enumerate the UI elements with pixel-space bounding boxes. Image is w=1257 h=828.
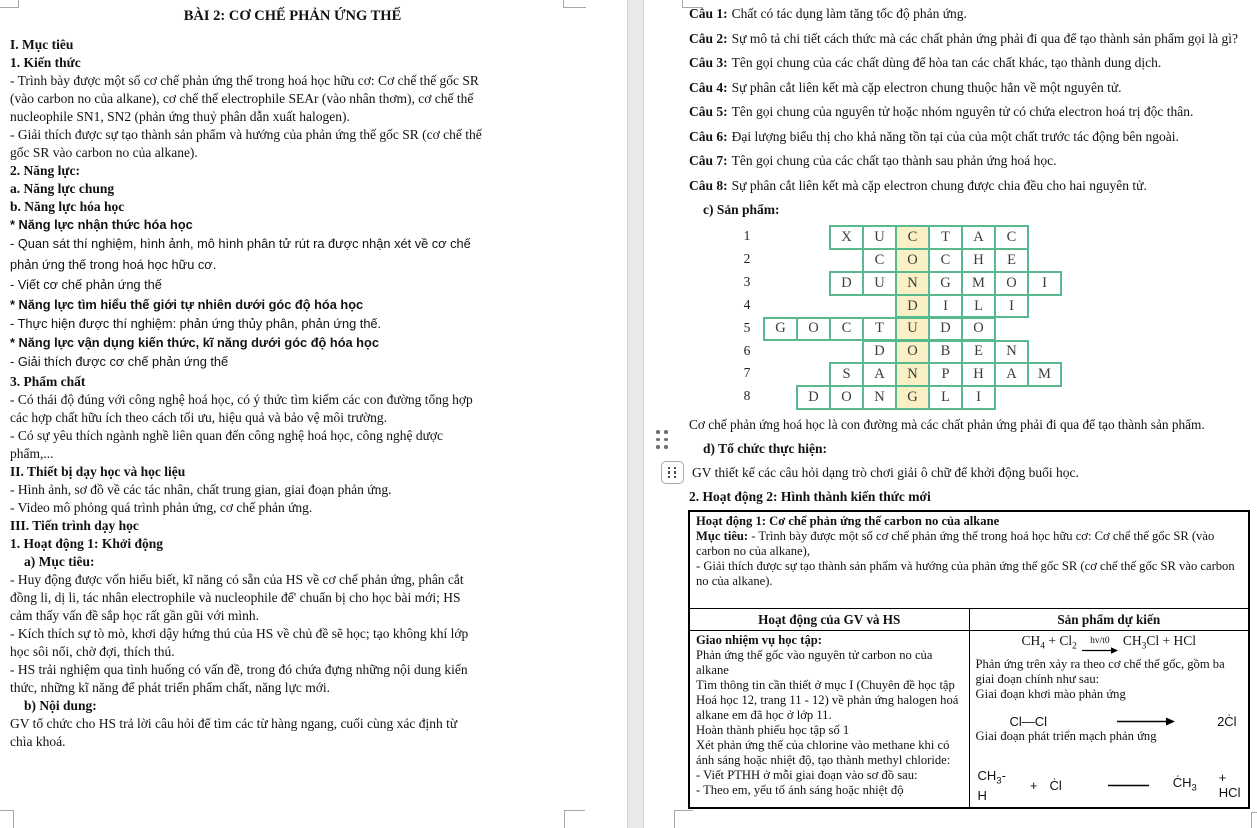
crossword-cell: N xyxy=(895,271,930,296)
crossword-cell: H xyxy=(961,248,996,273)
crossword-cell: P xyxy=(928,362,963,387)
crossword-row-number: 4 xyxy=(743,296,751,312)
crossword-cell: O xyxy=(895,340,930,365)
crossword-cell: E xyxy=(961,340,996,365)
text-block: - Kích thích sự tò mò, khơi dậy hứng thú của HS về chủ đề sẽ học; tạo không khí lớp học sôi nổi, chờ đợi, thích thú. xyxy=(10,625,469,659)
question-label: Câu 1: xyxy=(689,6,728,21)
table-title-row xyxy=(689,511,1249,609)
text-block: 2. Năng lực: xyxy=(10,163,80,178)
question-label: Câu 7: xyxy=(689,153,728,168)
left-page-blocks xyxy=(10,36,627,751)
crossword-cell: H xyxy=(961,362,996,387)
equation-rhs: $CH_3Cl$ + HCl xyxy=(1122,633,1197,652)
text-block: - Trình bày được một số cơ chế phản ứng thế trong hoá học hữu cơ: Cơ chế thế gốc SR (vào carbon no của alkane), cơ chế thế electrophile SEAr (vào nhân thơm), cơ chế thế nucleophile SN1, SN2 (phản ứng thuỷ phân dẫn xuất halogen). xyxy=(10,73,479,124)
propagation-formula: $CH_3-H$ + Ċl $ĊH_3$ + HCl xyxy=(977,767,1241,804)
crossword-cell: C xyxy=(862,248,897,273)
page-title: BÀI 2: CƠ CHẾ PHẢN ỨNG THẾ xyxy=(183,8,402,24)
crossword-cell: O xyxy=(994,271,1029,296)
text-block: a. Năng lực chung xyxy=(10,181,115,196)
question-text: Tên gọi chung của các chất tạo thành sau phản ứng hoá học. xyxy=(731,153,1057,168)
question-item xyxy=(689,30,1257,48)
crossword-cell: L xyxy=(928,385,963,410)
chemical-equation xyxy=(976,633,1243,655)
question-text: Đại lượng biểu thị cho khả năng tồn tại của của một chất trước tác động bên ngoài. xyxy=(731,128,1179,144)
text-block: III. Tiến trình dạy học xyxy=(10,517,139,533)
expected-products-cell: $CH_4 + Cl_2$ hv/t0 $CH_3Cl$ + HCl Phản ứng trên xảy ra theo cơ chế thế gốc, gồm ba giai đoạn chính như sau: Giai đoạn khơi mào phản ứng Cl—Cl 2Ċl Giai đoạn phát triển mạch phản ứng $CH_3-H$ + Ċl $ĊH_3$ + HCl xyxy=(969,631,1249,809)
question-text: Chất có tác dụng làm tăng tốc độ phản ứng. xyxy=(731,6,967,21)
crossword-row-number: 5 xyxy=(743,319,751,335)
crossword-cell: I xyxy=(1027,271,1062,296)
text-block: - Giải thích được cơ chế phản ứng thế xyxy=(10,354,229,369)
table-header-row xyxy=(689,609,1249,631)
text-boundary-mark xyxy=(674,810,693,828)
text-boundary-mark xyxy=(564,810,585,828)
crossword-cell: G xyxy=(763,317,798,342)
text-block: 1. Hoạt động 1: Khởi động xyxy=(10,535,164,551)
text-boundary-mark xyxy=(1251,812,1257,828)
question-text: Tên gọi chung của các chất dùng để hòa tan các chất khác, tạo thành dung dịch. xyxy=(731,55,1162,70)
question-list xyxy=(689,5,1257,194)
table-box-title: Hoạt động 1: Cơ chế phản ứng thế carbon no của alkane xyxy=(696,514,1000,528)
crossword-cell: O xyxy=(961,317,996,342)
question-item xyxy=(689,103,1257,121)
gv-hs-cell: Giao nhiệm vụ học tập: Phản ứng thế gốc vào nguyên tử carbon no của alkane Tìm thông tin cần thiết ở mục I (Chuyên đề học tập Hoá học 12, trang 11 - 12) về phản ứng halogen hoá alkane em đã học ở lớp 11. Hoàn thành phiếu học tập số 1 Xét phản ứng thế của chlorine vào methane khi có ánh sáng hoặc nhiệt độ, tạo thành methyl chloride: - Viết PTHH ở mỗi giai đoạn vào sơ đồ sau: - Theo em, yếu tố ánh sáng hoặc nhiệt độ xyxy=(689,631,969,809)
crossword-cell: I xyxy=(994,294,1029,319)
crossword-cell: X xyxy=(829,225,864,250)
question-text: Sự phân cắt liên kết mà cặp electron chung được chia đều cho hai nguyên tử. xyxy=(731,177,1147,193)
crossword-cell: O xyxy=(796,317,831,342)
question-text: Sự mô tả chi tiết cách thức mà các chất phản ứng phải đi qua để tạo thành sản phẩm gọi là gì? xyxy=(731,30,1238,46)
document-page-right xyxy=(643,0,1257,828)
question-label: Câu 2: xyxy=(689,30,728,46)
text-block: 3. Phẩm chất xyxy=(10,373,86,389)
crossword-cell: D xyxy=(862,340,897,365)
crossword-cell: U xyxy=(862,271,897,296)
question-item xyxy=(689,177,1257,195)
reaction-arrow-icon xyxy=(1108,780,1149,791)
col-header-left: Hoạt động của GV và HS xyxy=(689,609,969,631)
crossword-cell: M xyxy=(1027,362,1062,387)
crossword-cell: I xyxy=(928,294,963,319)
text-block: - Giải thích được sự tạo thành sản phẩm và hướng của phản ứng thế gốc SR (cơ chế thế gốc SR vào carbon no của alkane). xyxy=(10,127,482,160)
crossword-cell: N xyxy=(994,340,1029,365)
organization-heading: d) Tổ chức thực hiện: xyxy=(703,441,827,456)
text-block: I. Mục tiêu xyxy=(10,37,74,52)
text-block: - Có thái độ đúng với công nghệ hoá học, có ý thức tìm kiếm các con đường tổng hợp các hợp chất hữu ích theo cách tối ưu, hiệu quả và bảo vệ môi trường. xyxy=(10,391,473,425)
table-objective-2: - Giải thích được sự tạo thành sản phẩm và hướng của phản ứng thế gốc SR (cơ chế thế gốc SR vào carbon no của alkane). xyxy=(696,559,1235,588)
text-block: b) Nội dung: xyxy=(24,697,97,713)
question-label: Câu 3: xyxy=(689,55,728,70)
question-item xyxy=(689,5,1257,23)
text-block: - Quan sát thí nghiệm, hình ảnh, mô hình phân tử rút ra được nhận xét về cơ chế phản ứng thế trong hoá học hữu cơ. xyxy=(10,236,471,272)
text-block: - Có sự yêu thích ngành nghề liên quan đến công nghệ hoá học, công nghệ dược phẩm,... xyxy=(10,427,444,461)
question-item xyxy=(689,54,1257,72)
crossword-cell: L xyxy=(961,294,996,319)
text-block: - Hình ảnh, sơ đồ về các tác nhân, chất trung gian, giai đoạn phản ứng. xyxy=(10,481,392,497)
crossword-cell: D xyxy=(796,385,831,410)
crossword-row-number: 2 xyxy=(743,250,751,266)
activity-table xyxy=(688,510,1250,809)
reaction-arrow-icon xyxy=(1117,716,1175,727)
activity2-heading: 2. Hoạt động 2: Hình thành kiến thức mới xyxy=(689,489,931,504)
crossword-cell: N xyxy=(862,385,897,410)
crossword-cell: C xyxy=(994,225,1029,250)
text-block: a) Mục tiêu: xyxy=(24,553,95,569)
crossword-cell: C xyxy=(829,317,864,342)
question-label: Câu 6: xyxy=(689,128,728,144)
crossword-row-number: 6 xyxy=(743,342,751,358)
text-boundary-mark xyxy=(0,810,14,828)
crossword-cell: D xyxy=(895,294,930,319)
question-item xyxy=(689,152,1257,170)
question-text: Tên gọi chung của nguyên tử hoặc nhóm nguyên tử có chứa electron hoá trị độc thân. xyxy=(731,104,1194,119)
crossword-cell: C xyxy=(928,248,963,273)
crossword-cell: M xyxy=(961,271,996,296)
crossword-row-number: 1 xyxy=(743,228,751,243)
document-page-left xyxy=(0,0,628,828)
crossword-row-number: 7 xyxy=(743,365,751,381)
question-item xyxy=(689,128,1257,146)
reaction-arrow-icon xyxy=(1082,646,1118,655)
question-item xyxy=(689,79,1257,97)
text-block: * Năng lực vận dụng kiến thức, kĩ năng dưới góc độ hóa học xyxy=(10,335,379,350)
text-block: b. Năng lực hóa học xyxy=(10,199,125,214)
right-page-content xyxy=(644,0,1257,809)
left-page-content xyxy=(0,0,627,751)
text-block: - HS trải nghiệm qua tình huống có vấn đề, trong đó chứa đựng những nội dung kiến thức, những kĩ năng để phát triển phẩm chất, năng lực mới. xyxy=(10,661,468,695)
equation-arrow xyxy=(1082,637,1118,655)
grid-dots-icon xyxy=(668,467,677,479)
crossword-cell: U xyxy=(895,317,930,342)
crossword-cell: A xyxy=(862,362,897,387)
crossword-cell: D xyxy=(829,271,864,296)
crossword-cell: T xyxy=(928,225,963,250)
question-label: Câu 8: xyxy=(689,177,728,193)
crossword-cell: B xyxy=(928,340,963,365)
conclusion-text: Cơ chế phản ứng hoá học là con đường mà các chất phản ứng phải đi qua để tạo thành sản phẩm. xyxy=(689,417,1205,432)
crossword-cell: E xyxy=(994,248,1029,273)
products-heading: c) Sản phẩm: xyxy=(703,202,780,217)
crossword-cell: O xyxy=(895,248,930,273)
drag-handle-button[interactable] xyxy=(661,461,684,484)
col-header-right: Sản phẩm dự kiến xyxy=(969,609,1249,631)
text-block: II. Thiết bị dạy học và học liệu xyxy=(10,463,186,479)
crossword-grid xyxy=(689,225,1257,411)
text-boundary-mark xyxy=(682,0,703,8)
text-block: - Video mô phỏng quá trình phản ứng, cơ chế phản ứng. xyxy=(10,499,313,515)
text-block: * Năng lực nhận thức hóa học xyxy=(10,217,193,232)
text-block: * Năng lực tìm hiểu thế giới tự nhiên dưới góc độ hóa học xyxy=(10,296,364,312)
crossword-cell: G xyxy=(928,271,963,296)
table-objective: Mục tiêu: - Trình bày được một số cơ chế phản ứng thế trong hoá học hữu cơ: Cơ chế thế gốc SR (vào carbon no của alkane), xyxy=(696,529,1215,558)
table-body-row xyxy=(689,631,1249,809)
crossword-cell: A xyxy=(994,362,1029,387)
question-label: Câu 4: xyxy=(689,79,728,95)
crossword-cell: S xyxy=(829,362,864,387)
text-block: 1. Kiến thức xyxy=(10,55,81,70)
text-boundary-mark xyxy=(0,0,19,8)
text-block: - Viết cơ chế phản ứng thế xyxy=(10,277,162,292)
crossword-cell: U xyxy=(862,225,897,250)
crossword-cell: D xyxy=(928,317,963,342)
text-block: - Huy động được vốn hiểu biết, kĩ năng có sẵn của HS về cơ chế phản ứng, phân cắt đồng li, dị li, tác nhân electrophile và nucleophile để' chuẩn bị cho học bài mới; HS cảm thấy vấn đề sắp học rất gần gũi với mình. xyxy=(10,571,464,623)
text-block: - Thực hiện được thí nghiệm: phản ứng thủy phân, phản ứng thế. xyxy=(10,315,382,331)
crossword-cell: N xyxy=(895,362,930,387)
text-boundary-mark xyxy=(563,0,586,8)
crossword-cell: G xyxy=(895,385,930,410)
arrow-condition-label: hv/t0 xyxy=(1090,635,1110,646)
question-label: Câu 5: xyxy=(689,104,728,119)
text-block: GV tổ chức cho HS trả lời câu hỏi để tìm các từ hàng ngang, cuối cùng xác định từ chìa khoá. xyxy=(10,715,458,749)
organization-text: GV thiết kế các câu hỏi dạng trò chơi giải ô chữ để khởi động buổi học. xyxy=(692,465,1079,480)
question-text: Sự phân cắt liên kết mà cặp electron chung thuộc hẳn về một nguyên tử. xyxy=(731,79,1122,95)
initiation-formula: Cl—Cl 2Ċl xyxy=(1009,713,1237,729)
crossword-cell: T xyxy=(862,317,897,342)
crossword-row-number: 3 xyxy=(743,273,751,289)
crossword-cell: I xyxy=(961,385,996,410)
drag-handle-dots-icon[interactable] xyxy=(656,430,668,449)
equation-lhs: $CH_4 + Cl_2$ xyxy=(1021,633,1077,652)
crossword-cell: C xyxy=(895,225,930,250)
crossword-row-number: 8 xyxy=(743,388,751,404)
crossword-cell: O xyxy=(829,385,864,410)
crossword-cell: A xyxy=(961,225,996,250)
